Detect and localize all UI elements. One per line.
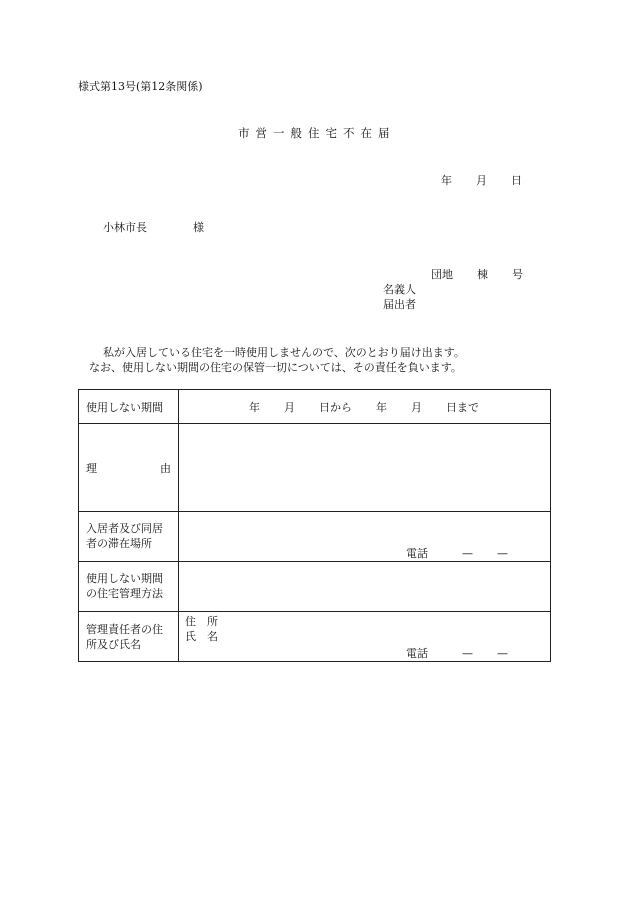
manager-tel-label: 電話	[406, 647, 428, 660]
page-title: 市営一般住宅不在届	[238, 126, 396, 140]
stay-tel-dash-1: —	[462, 547, 473, 560]
form-number: 様式第13号(第12条関係)	[78, 80, 203, 93]
manager-label-line1: 管理責任者の住	[86, 623, 163, 636]
applicant-meigi: 名義人	[383, 283, 416, 296]
date-month: 月	[476, 174, 487, 187]
body-line-1: 私が入居している住宅を一時使用しませんので、次のとおり届け出ます。	[103, 346, 465, 359]
reason-label-cell	[79, 424, 179, 512]
applicant-gou: 号	[512, 268, 523, 281]
stay-label-cell	[79, 512, 179, 562]
date-year: 年	[441, 174, 452, 187]
stay-label-line2: 者の滞在場所	[86, 537, 152, 550]
manager-tel-dash-1: —	[462, 647, 473, 660]
row-method	[79, 562, 551, 612]
period-label-cell	[79, 390, 179, 424]
stay-label-line1: 入居者及び同居	[86, 522, 163, 535]
method-label-line1: 使用しない期間	[86, 572, 163, 585]
row-manager	[79, 612, 551, 662]
period-year-to: 年	[376, 401, 387, 414]
period-value-cell[interactable]	[179, 390, 551, 424]
method-label-cell	[79, 562, 179, 612]
row-stay	[79, 512, 551, 562]
manager-tel	[406, 646, 508, 661]
stay-value-cell[interactable]	[179, 512, 551, 562]
manager-label-cell	[79, 612, 179, 662]
form-table	[78, 389, 551, 662]
method-value-cell[interactable]	[179, 562, 551, 612]
stay-tel	[406, 546, 508, 561]
date-line	[441, 174, 522, 187]
period-year-from: 年	[249, 401, 260, 414]
method-label-line2: の住宅管理方法	[86, 587, 163, 600]
period-month-from: 月	[284, 401, 295, 414]
manager-name-label: 氏 名	[185, 630, 218, 643]
addressee	[103, 221, 204, 234]
addressee-honorific: 様	[193, 221, 204, 234]
reason-label-a: 理	[86, 462, 97, 475]
period-month-to: 月	[411, 401, 422, 414]
reason-value-cell[interactable]	[179, 424, 551, 512]
stay-tel-dash-2: —	[497, 547, 508, 560]
manager-tel-dash-2: —	[497, 647, 508, 660]
applicant-tou: 棟	[477, 268, 488, 281]
applicant-address	[431, 268, 523, 281]
body-line-2: なお、使用しない期間の住宅の保管一切については、その責任を負います。	[89, 361, 462, 374]
addressee-name: 小林市長	[103, 221, 147, 234]
applicant-todokede: 届出者	[383, 298, 416, 311]
stay-tel-label: 電話	[406, 547, 428, 560]
manager-label-line2: 所及び氏名	[86, 638, 141, 651]
date-day: 日	[511, 174, 522, 187]
reason-label-b: 由	[160, 462, 171, 475]
period-label: 使用しない期間	[86, 401, 163, 414]
period-day-from: 日から	[319, 401, 352, 414]
period-values	[249, 400, 479, 415]
manager-address-label: 住 所	[185, 615, 218, 628]
row-reason	[79, 424, 551, 512]
manager-value-cell[interactable]	[179, 612, 551, 662]
row-period	[79, 390, 551, 424]
period-day-to: 日まで	[446, 401, 479, 414]
applicant-danchi: 団地	[431, 268, 453, 281]
